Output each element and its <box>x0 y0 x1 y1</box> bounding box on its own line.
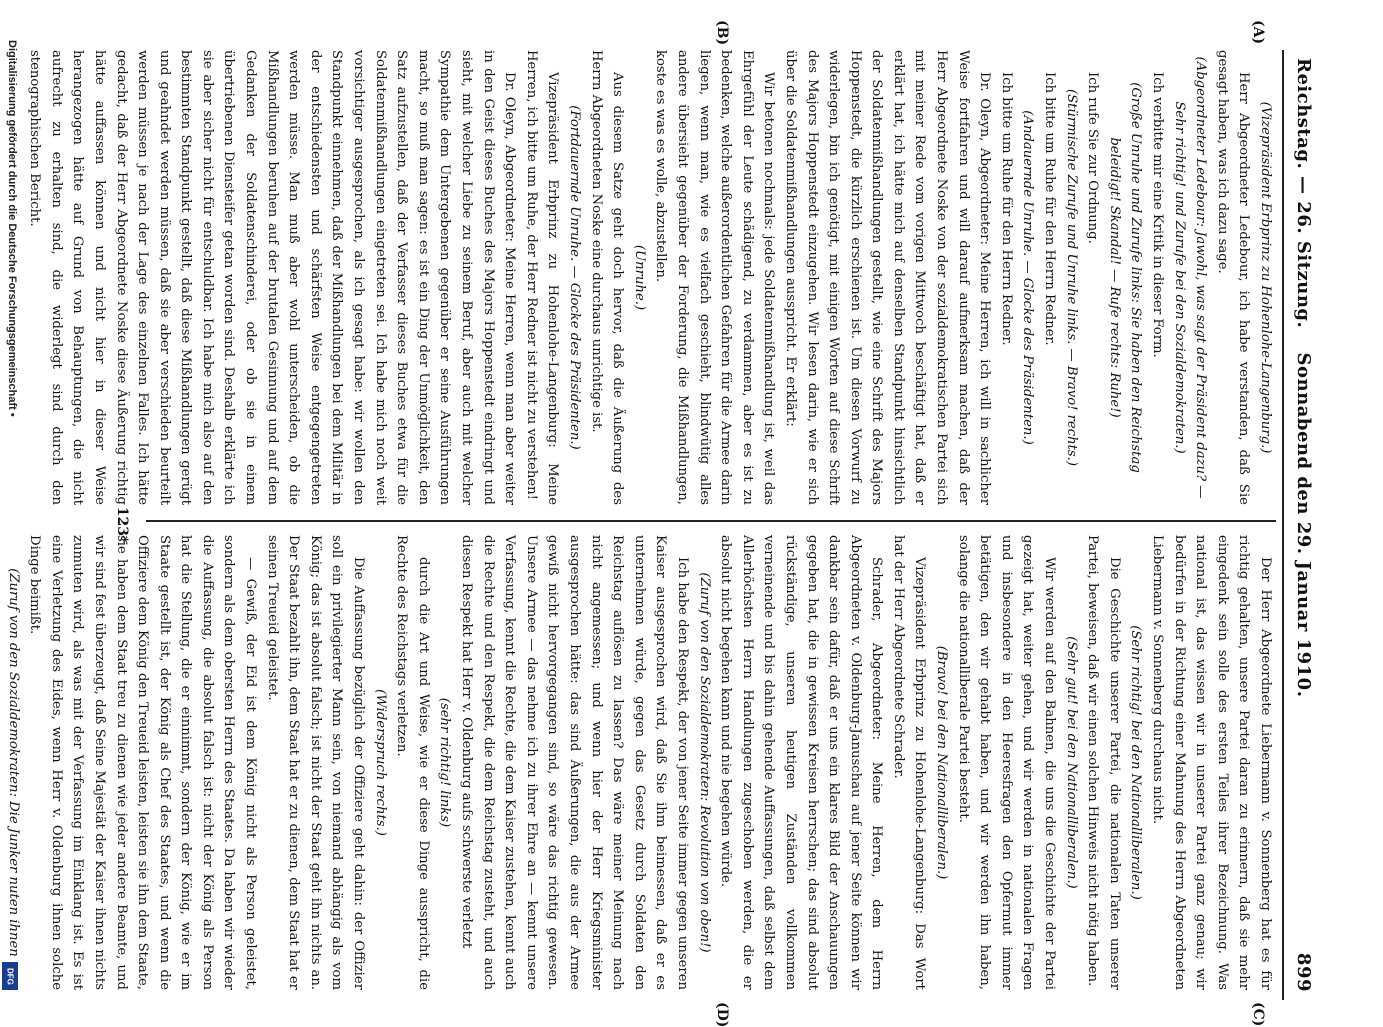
paragraph: Wir werden auf den Bahnen, die uns die Geschichte der Partei gezeigt hat, weiter gehen, und wir werden in nationalen Fragen und insbesondere in den Heeresfragen den Opfermut immer betätigen, den wir gehabt haben, und wir werden ihn haben, solange die nationalliberale Partei besteht. <box>955 535 1058 990</box>
marker-d: (D) <box>714 1002 730 1027</box>
paragraph: Ich verbitte mir eine Kritik in dieser Form. <box>1150 72 1166 358</box>
paragraph: Dr. Oleyn, Abgeordneter: Meine Herren, wenn man aber weiter in den Geist dieses Buches des Majors Hoppenstedt eindringt und sieht, mit welcher Liebe zu seinem Beruf, aber auch mit welcher Sympathie dem Untergebenen gegenüber er seine Ausführungen macht, so muß man sagen: es ist ein Ding der Unmöglichkeit, den Satz aufzustellen, daß der Verfasser dieses Buches etwa für die Soldatenmißhandlungen eingetreten sei. Ich habe mich noch weit vorsichtiger ausgesprochen, als ich gesagt habe: wir wollen den Standpunkt einnehmen, daß der Mißhandlungen bei dem Militär in der entschiedensten und schärfsten Weise entgegengetreten werden müsse. Man muß aber wohl unterscheiden, ob die Mißhandlungen beruhen auf der brutalen Gesinnung und auf dem Gedanken der Soldatenschinderei, oder ob sie in einem übertriebenen Diensteifer getan worden sind. Deshalb erklärte ich sie aber sicher nicht für entschuldbar. Ich habe mich also auf den bestimmten Standpunkt gestellt, daß diese Mißhandlungen gerügt und geahndet werden müssen, daß sie aber verschieden beurteilt werden müssen je nach der Lage des einzelnen Falles. Ich hätte gedacht, daß der Herr Abgeordnete Noske diese Äußerung richtig hätte auffassen können und nicht hier in dieser Weise herangezogen hätte auf Grund von Behauptungen, die nicht aufrecht zu erhalten sind, die widerlegt sind durch den stenographischen Bericht. <box>27 50 518 505</box>
parenthetical-remark: (Abgeordneter Ledebour: Jawohl, was sagt der Präsident dazu? — Sehr richtig! und Zurufe bei den Sozialdemokraten.) <box>1171 56 1209 499</box>
parenthetical-remark: (Vizepräsident Erbprinz zu Hohenlohe-Langenburg.) <box>1258 101 1273 454</box>
parenthetical-remark: (Widerspruch rechts.) <box>372 689 388 836</box>
paragraph: — Gewiß, der Eid ist dem König nicht als Person geleistet, sondern als dem obersten Herrn des Staates. Da haben wir wieder die Auffassung, die absolut falsch ist: nicht der König als Person hat die Stellung, die er einnimmt, sondern der König, wie er im Staate gestellt ist, der König als Chef des Staates, und wenn die Offiziere dem König den Treueid leisten, leisten sie ihn dem Staate, sie haben dem Staat treu zu dienen wie jeder andere Beamte, und wir sind fest überzeugt, daß Seine Majestät der Kaiser ihnen nichts zumuten wird, als was mit der Verfassung im Einklang ist. Es ist eine Verletzung des Eides, wenn Herr v. Oldenburg ihnen solche Dinge beimißt. <box>27 535 259 990</box>
parenthetical-remark: (Große Unruhe und Zurufe links: Sie haben den Reichstag beleidigt! Skandal! — Rufe rechts: Ruhe!) <box>1106 82 1144 473</box>
left-column <box>24 50 1276 505</box>
paragraph: Vizepräsident Erbprinz zu Hohenlohe-Langenburg: Das Wort hat der Herr Abgeordnete Schrader. <box>890 535 928 990</box>
paragraph: Ich habe den Respekt, der von jener Seite immer gegen unseren Kaiser ausgesprochen wird, daß Sie ihm beimessen, daß er es unternehmen würde, gegen das Gesetz durch Soldaten den Reichstag auflösen zu lassen? Das wäre meiner Meinung nach nicht angemessen; und wenn hier der Herr Kriegsminister ausgesprochen hätte: das sind Äußerungen, die aus der Armee gewiß nicht hervorgegangen sind, so wäre das richtig gewesen. Unsere Armee — das nehme ich zu ihrer Ehre an — kennt unsere Verfassung, kennt die Rechte, die dem Kaiser zustehen, kennt auch die Rechte und den Respekt, die dem Reichstag zusteht, und auch diesen Respekt hat Herr v. Oldenburg aufs schwerste verletzt <box>459 535 690 990</box>
paragraph: Ich bitte um Ruhe für den Herrn Redner. <box>1042 72 1058 346</box>
marker-c: (C) <box>1250 1002 1266 1027</box>
right-column <box>0 535 1276 990</box>
parenthetical-remark: (sehr richtig! links) <box>437 697 453 828</box>
dfg-logo-icon: DFG <box>2 962 18 990</box>
paragraph: Der Herr Abgeordnete Liebermann v. Sonnenberg hat es für richtig gehalten, unsere Partei daran zu erinnern, daß sie mehr eingedenk sein solle des ersten Teiles ihrer Bezeichnung. Was national ist, das wissen wir in unserer Partei ganz genau; wir bedürfen in der Richtung einer Mahnung des Herrn Abgeordneten Liebermann v. Sonnenberg durchaus nicht. <box>1150 535 1273 990</box>
header-date: Sonnabend den 29. Januar 1910. <box>1293 352 1314 698</box>
marker-b: (B) <box>714 20 730 46</box>
paragraph: Ich bitte um Ruhe für den Herrn Redner. <box>998 72 1014 346</box>
paragraph: durch die Art und Weise, wie er diese Dinge ausspricht, die Rechte des Reichstags verletzen. <box>394 535 431 990</box>
header-rule <box>1282 50 1284 1000</box>
parenthetical-remark: (Fortdauernde Unruhe. — Glocke des Präsidenten.) <box>567 105 582 450</box>
page-footer-number: 123* <box>114 506 130 544</box>
paragraph: Die Geschichte unserer Partei, die nationalen Taten unserer Partei, beweisen, daß wir einen solchen Hinweis nicht nötig haben. <box>1085 535 1122 990</box>
marker-a: (A) <box>1250 20 1266 45</box>
page-number: 899 <box>1293 952 1314 992</box>
paragraph: Ich rufe Sie zur Ordnung. <box>1085 72 1101 244</box>
parenthetical-remark: (Sehr gut! bei den Nationalliberalen.) <box>1063 636 1079 889</box>
parenthetical-remark: (Sehr richtig! bei den Nationalliberalen.) <box>1128 625 1144 900</box>
digitization-credit-text: Digitalisierung gefördert durch die Deutsche Forschungsgemeinschaft • <box>6 40 18 417</box>
parenthetical-remark: (Zuruf von den Sozialdemokraten: Die Junker nuten ihnen <box>5 568 21 957</box>
paragraph: Herr Abgeordneter Ledebour, ich habe verstanden, daß Sie gesagt haben, was ich dazu sage. <box>1214 50 1252 505</box>
paragraph: Dr. Oleyn, Abgeordneter: Meine Herren, ich will in sachlicher Weise fortfahren und will darauf aufmerksam machen, daß der Herr Abgeordnete Noske von der sozialdemokratischen Partei sich mit meiner Rede vom vorigen Mittwoch beschäftigt hat, daß er erklärt hat, ich hätte mich auf denselben Standpunkt hinsichtlich der Soldatenmißhandlungen gestellt, wie eine Schrift des Majors Hoppenstedt, die kürzlich erschienen ist. Um diesen Vorwurf zu widerlegen, bin ich genötigt, mit einigen Worten auf diese Schrift des Majors Hoppenstedt einzugehen. Wir lesen darin, wie er sich über die Soldatenmißhandlungen ausspricht. Er erklärt: <box>782 50 993 505</box>
paragraph: Wir betonen nochmals: jede Soldatenmißhandlung ist, weil das Ehrgefühl der Leute schädigend, zu verdammen, aber es ist zu bedenken, welche außerordentlichen Gefahren für die Armee darin liegen, wenn man, wie es vielfach geschieht, blindwütig alles andere übersieht gegenüber der Forderung, die Mißhandlungen, koste es was es wolle, abzustellen. <box>653 50 777 505</box>
paragraph: Die Auffassung bezüglich der Offiziere geht dahin: der Offizier soll ein privilegierter Mann sein, von niemand abhängig als vom König; das ist absolut falsch; ist nicht der Staat geht ihn nichts an. Der Staat bezahlt ihn, dem Staat hat er zu dienen, dem Staat hat er seinen Treueid geleistet. <box>264 535 367 990</box>
parenthetical-remark: (Bravo! bei den Nationalliberalen.) <box>934 645 950 880</box>
column-divider <box>146 520 1276 522</box>
parenthetical-remark: (Unruhe.) <box>631 244 647 311</box>
page-header <box>1284 50 1320 1000</box>
paragraph: Schrader, Abgeordneter: Meine Herren, dem Herrn Abgeordneten v. Oldenburg-Januschau auf jener Seite können wir dankbar sein dafür, daß er uns ein klares Bild der Anschauungen gegeben hat, die in gewissen Kreisen herrschen; das sind absolut rückständige, unseren heutigen Zuständen vollkommen verneinende und bis dahin gehende Auffassungen, daß selbst dem Allerhöchsten Herrn Handlungen zugeschoben werden, die er absolut nicht begehen kann und nie begehen würde. <box>718 535 885 990</box>
parenthetical-remark: (Zuruf von den Sozialdemokraten: Revolution von oben!) <box>696 572 712 953</box>
parenthetical-remark: (Andauernde Unruhe. — Glocke des Präsidenten.) <box>1020 110 1036 445</box>
paragraph: Aus diesem Satze geht doch hervor, daß die Äußerung des Herrn Abgeordneten Noske eine durchaus unrichtige ist. <box>588 50 626 505</box>
paragraph: Vizepräsident Erbprinz zu Hohenlohe-Langenburg: Meine Herren, ich bitte um Ruhe, der Herr Redner ist nicht zu verstehen! <box>523 50 561 505</box>
header-left: Reichstag. — 26. Sitzung. <box>1293 58 1314 329</box>
parenthetical-remark: (Stürmische Zurufe und Unruhe links. — Bravo! rechts.) <box>1063 88 1079 467</box>
